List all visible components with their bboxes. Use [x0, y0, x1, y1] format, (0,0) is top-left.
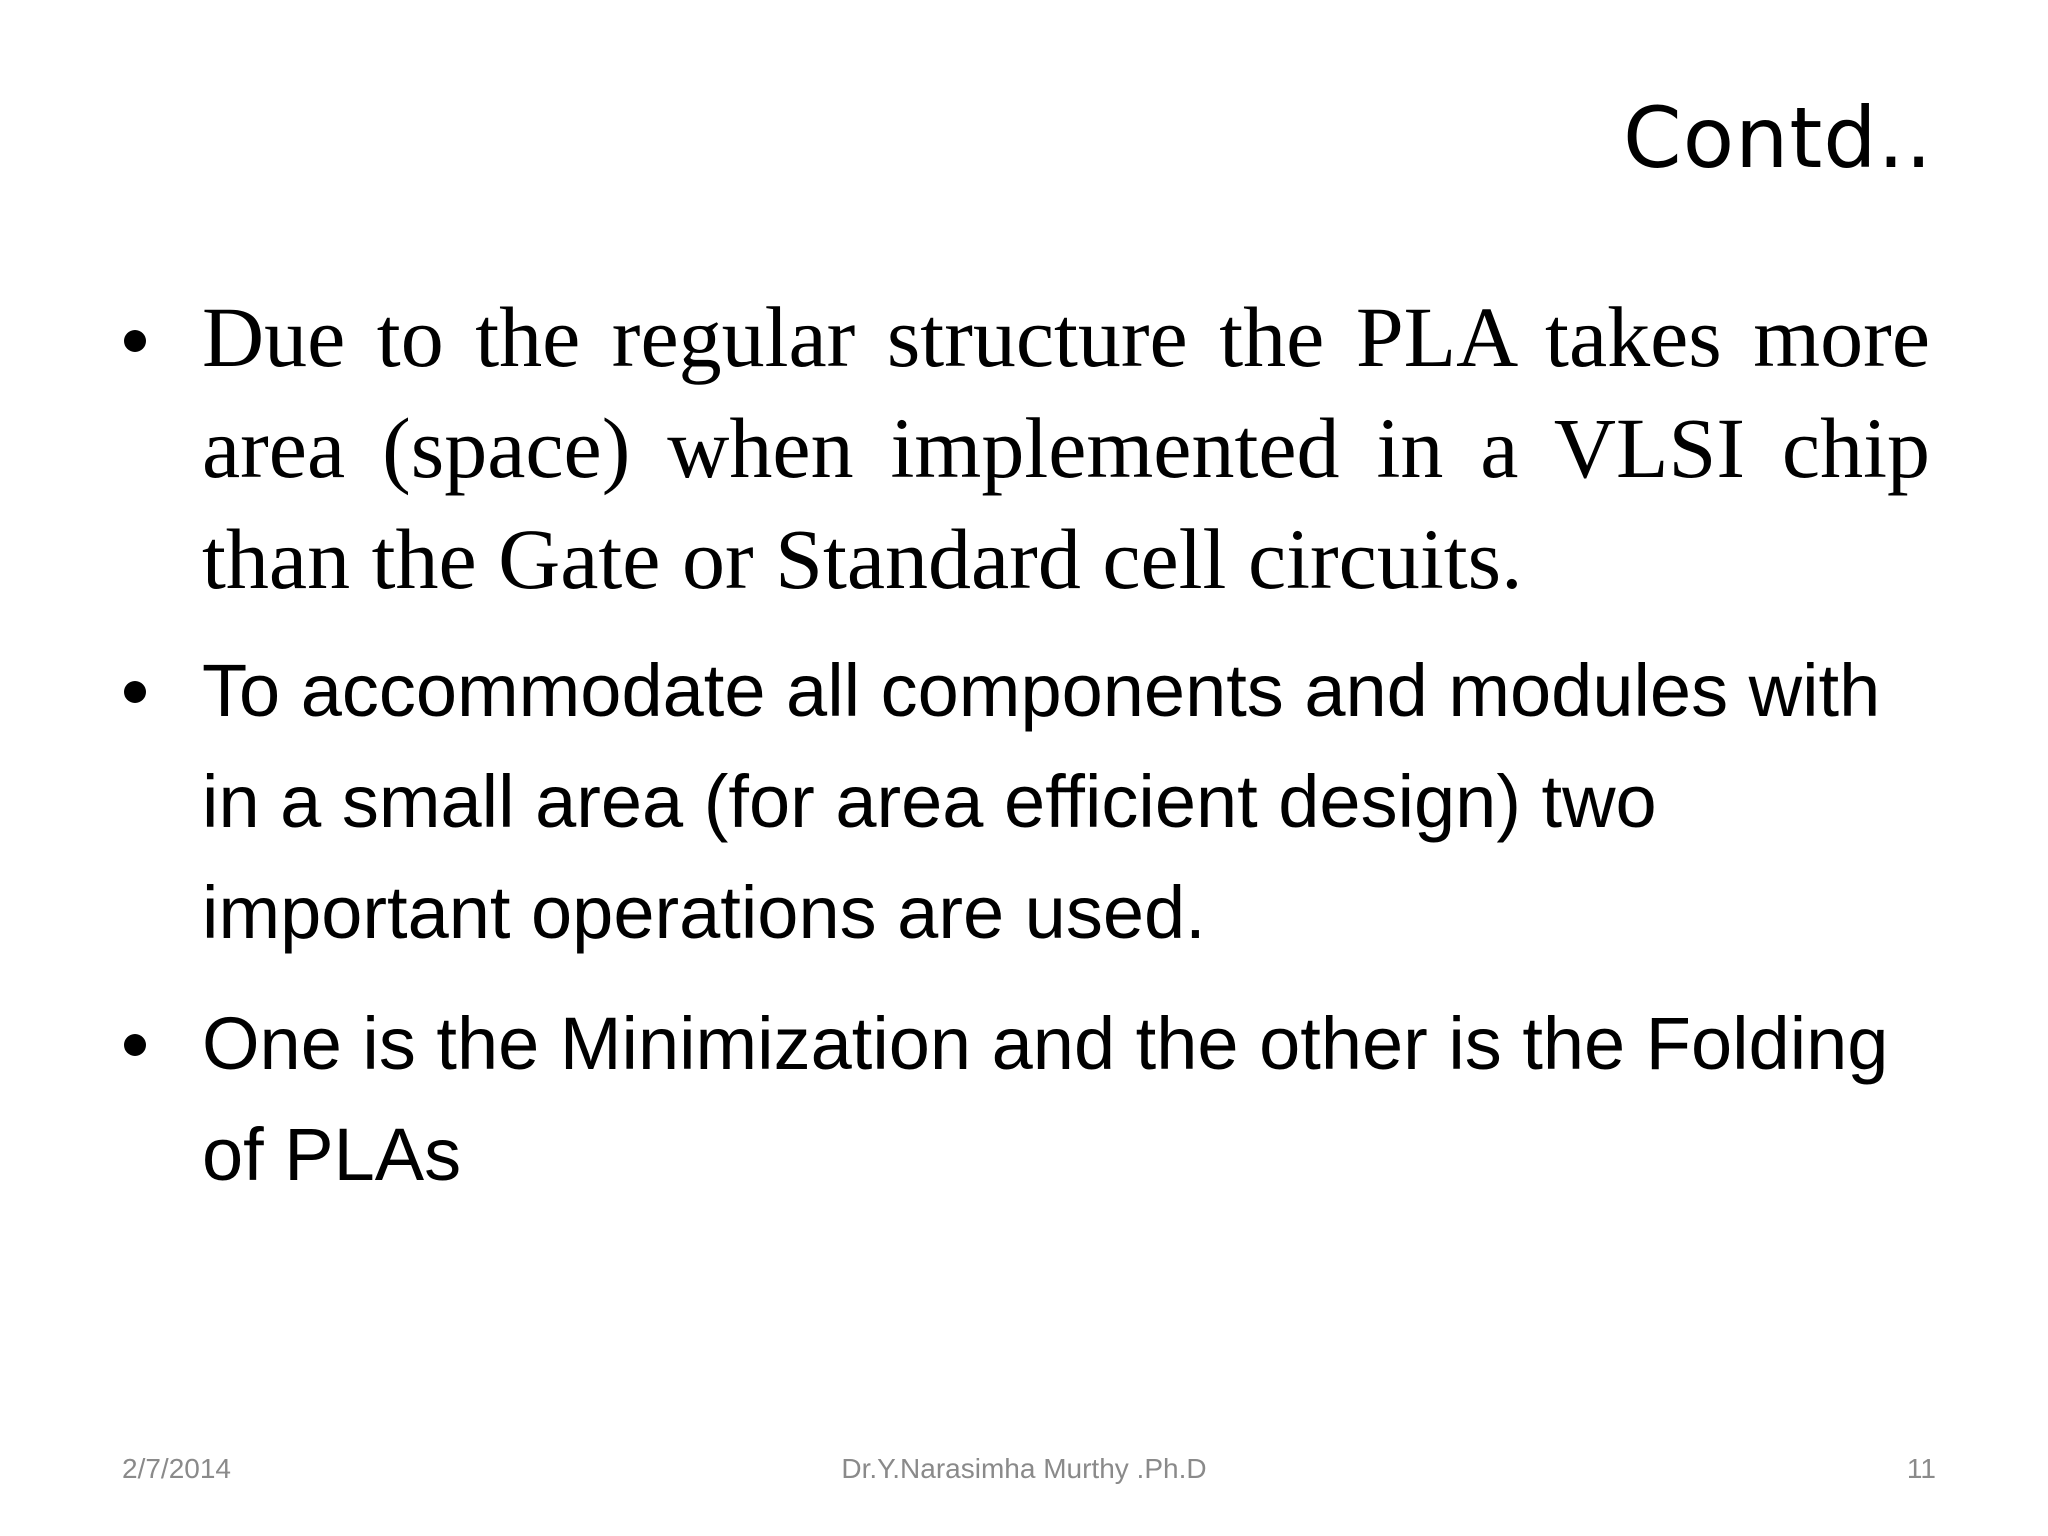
footer-author: Dr.Y.Narasimha Murthy .Ph.D [841, 1453, 1207, 1484]
footer-page-number: 11 [1906, 1453, 1936, 1484]
footer-date: 2/7/2014 [122, 1453, 231, 1484]
bullet-text: To accommodate all components and modules with in a small area (for area efficient design) two important operations are used. [202, 649, 1881, 954]
bullet-list [120, 282, 1930, 1210]
bullet-item [120, 988, 1930, 1210]
bullet-item [120, 282, 1930, 615]
bullet-item [120, 635, 1930, 968]
bullet-icon [124, 1034, 146, 1056]
slide-title: Contd.. [1623, 89, 1933, 187]
bullet-text: One is the Minimization and the other is the Folding of PLAs [202, 1002, 1889, 1196]
bullet-icon [124, 330, 146, 352]
bullet-text: Due to the regular structure the PLA takes more area (space) when implemented in a VLSI chip than the Gate or Standard cell circuits. [202, 289, 1930, 607]
bullet-icon [124, 681, 146, 703]
